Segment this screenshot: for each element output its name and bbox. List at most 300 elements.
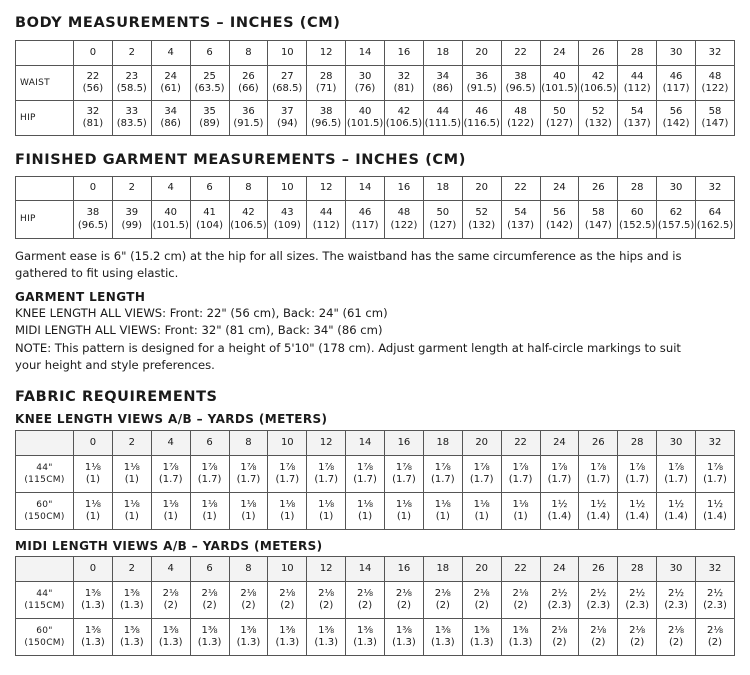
value-cell — [501, 101, 540, 136]
imperial-value: 1⅜ — [123, 624, 140, 636]
imperial-value: 1⅛ — [123, 461, 140, 473]
metric-value: (1.7) — [430, 474, 455, 485]
metric-value: (1.7) — [392, 474, 416, 485]
value-cell — [501, 456, 540, 493]
imperial-value: 1⅞ — [473, 461, 490, 473]
value-cell — [696, 201, 735, 239]
imperial-value: 39 — [125, 207, 139, 218]
value-cell — [423, 101, 462, 136]
imperial-value: 1⅜ — [162, 624, 179, 636]
size-header: 12 — [307, 177, 346, 201]
height-note-line-2: your height and style preferences. — [15, 358, 215, 372]
size-header: 14 — [346, 557, 385, 582]
imperial-value: 62 — [669, 207, 683, 218]
value-cell — [618, 619, 657, 656]
metric-value: (66) — [238, 83, 259, 94]
imperial-value: 1⅛ — [357, 498, 374, 510]
imperial-value: 40 — [358, 105, 372, 117]
metric-value: (1.4) — [664, 511, 688, 522]
imperial-value: 2⅛ — [434, 587, 451, 599]
value-cell — [74, 66, 113, 101]
imperial-value: 34 — [436, 70, 450, 82]
value-cell — [268, 101, 307, 136]
value-cell — [501, 66, 540, 101]
value-cell — [346, 201, 385, 239]
metric-value: (1.7) — [275, 474, 300, 485]
imperial-value: 1⅜ — [84, 587, 101, 599]
size-header: 8 — [229, 431, 268, 456]
metric-value: (1.7) — [547, 474, 572, 485]
imperial-value: 1⅞ — [590, 461, 607, 473]
value-cell — [190, 619, 229, 656]
value-cell — [268, 619, 307, 656]
size-header: 32 — [696, 557, 735, 582]
size-header: 16 — [385, 41, 424, 66]
body-measurements-table — [15, 40, 735, 136]
metric-value: (1.3) — [275, 637, 300, 648]
table-row — [16, 101, 735, 136]
metric-value: (96.5) — [505, 83, 536, 94]
size-header: 0 — [74, 177, 113, 201]
value-cell — [385, 582, 424, 619]
imperial-value: 1⅛ — [162, 498, 179, 510]
ease-note-line-1: Garment ease is 6" (15.2 cm) at the hip for all sizes. The waistband has the same circumference as the hips and is — [15, 249, 682, 263]
imperial-value: 38 — [86, 207, 100, 218]
metric-value: (142) — [662, 118, 690, 129]
imperial-value: 1⅜ — [357, 624, 374, 636]
imperial-value: 48 — [514, 105, 527, 117]
imperial-value: 54 — [514, 207, 527, 218]
metric-value: (1.3) — [314, 637, 339, 648]
metric-value: (147) — [701, 118, 729, 129]
imperial-value: 52 — [475, 207, 489, 218]
value-cell — [346, 619, 385, 656]
size-header: 30 — [657, 177, 696, 201]
size-header: 30 — [657, 557, 696, 582]
size-header: 12 — [307, 557, 346, 582]
garment-length-title: GARMENT LENGTH — [15, 290, 146, 304]
metric-value: (1.3) — [430, 637, 455, 648]
imperial-value: 25 — [203, 70, 216, 82]
size-header: 6 — [190, 41, 229, 66]
value-cell — [618, 101, 657, 136]
finished-garment-title: FINISHED GARMENT MEASUREMENTS – INCHES (CM) — [15, 152, 466, 168]
row-label — [16, 201, 74, 239]
imperial-value: 1⅛ — [395, 498, 412, 510]
size-header: 24 — [540, 177, 579, 201]
imperial-value: 2½ — [706, 587, 724, 599]
imperial-value: 1⅛ — [318, 498, 335, 510]
size-header: 6 — [190, 431, 229, 456]
value-cell — [229, 582, 268, 619]
metric-value: (1) — [124, 511, 139, 522]
value-cell — [540, 101, 579, 136]
size-header: 2 — [112, 41, 151, 66]
imperial-value: 1⅜ — [395, 624, 412, 636]
imperial-value: 1⅞ — [551, 461, 568, 473]
size-header: 14 — [346, 431, 385, 456]
imperial-value: 54 — [630, 105, 644, 117]
imperial-value: 48 — [397, 207, 411, 218]
value-cell — [112, 619, 151, 656]
metric-value: (137) — [507, 219, 534, 231]
value-cell — [268, 201, 307, 239]
imperial-value: 1½ — [706, 498, 724, 510]
value-cell — [112, 66, 151, 101]
imperial-value: 46 — [475, 105, 489, 117]
value-cell — [618, 66, 657, 101]
size-header: 12 — [307, 41, 346, 66]
imperial-value: 42 — [591, 70, 605, 82]
value-cell — [579, 619, 618, 656]
metric-value: (1.4) — [703, 511, 727, 522]
metric-value: (1) — [280, 511, 295, 522]
metric-value: (1.3) — [469, 637, 494, 648]
imperial-value: 58 — [708, 105, 722, 117]
size-header: 22 — [501, 431, 540, 456]
value-cell — [540, 493, 579, 530]
imperial-value: 1⅛ — [201, 498, 218, 510]
imperial-value: 1½ — [668, 498, 685, 510]
metric-value: (2) — [513, 600, 528, 611]
imperial-value: 40 — [164, 207, 178, 218]
value-cell — [657, 101, 696, 136]
value-cell — [618, 456, 657, 493]
metric-value: (94) — [277, 118, 298, 129]
value-cell — [346, 101, 385, 136]
size-header: 16 — [385, 431, 424, 456]
row-label-text: HIP — [20, 112, 36, 123]
fabric-width: 60" — [36, 499, 53, 510]
metric-value: (76) — [354, 83, 376, 94]
size-header: 16 — [385, 557, 424, 582]
imperial-value: 1⅞ — [318, 461, 335, 473]
metric-value: (117) — [351, 219, 379, 231]
value-cell — [540, 456, 579, 493]
metric-value: (117) — [662, 83, 690, 94]
imperial-value: 1½ — [551, 498, 568, 510]
row-label-text: WAIST — [20, 77, 50, 88]
metric-value: (63.5) — [194, 83, 225, 94]
imperial-value: 64 — [708, 207, 722, 218]
metric-value: (2) — [357, 600, 373, 611]
corner-cell — [16, 431, 74, 456]
imperial-value: 26 — [242, 70, 255, 82]
table-row — [16, 619, 735, 656]
size-header: 10 — [268, 41, 307, 66]
size-header-row — [16, 431, 735, 456]
corner-cell — [16, 557, 74, 582]
imperial-value: 30 — [358, 70, 372, 82]
size-header: 32 — [696, 41, 735, 66]
value-cell — [190, 493, 229, 530]
metric-value: (1.3) — [81, 637, 105, 648]
value-cell — [423, 493, 462, 530]
value-cell — [385, 619, 424, 656]
value-cell — [657, 456, 696, 493]
metric-value: (2.3) — [664, 600, 688, 611]
imperial-value: 1⅜ — [512, 624, 529, 636]
metric-value: (106.5) — [385, 118, 423, 129]
value-cell — [112, 493, 151, 530]
metric-value: (99) — [121, 219, 143, 231]
value-cell — [462, 493, 501, 530]
imperial-value: 1⅜ — [123, 587, 140, 599]
metric-value: (112) — [623, 83, 651, 94]
size-header: 22 — [501, 41, 540, 66]
value-cell — [190, 582, 229, 619]
imperial-value: 2⅛ — [395, 587, 412, 599]
imperial-value: 1⅞ — [706, 461, 724, 473]
size-header: 20 — [462, 177, 501, 201]
value-cell — [151, 456, 190, 493]
size-header: 0 — [74, 431, 113, 456]
value-cell — [229, 66, 268, 101]
metric-value: (1) — [202, 511, 217, 522]
value-cell — [423, 201, 462, 239]
size-header: 18 — [423, 177, 462, 201]
metric-value: (1) — [124, 474, 139, 485]
imperial-value: 1⅜ — [201, 624, 218, 636]
value-cell — [74, 619, 113, 656]
imperial-value: 46 — [669, 70, 683, 82]
size-header: 32 — [696, 431, 735, 456]
metric-value: (1.4) — [547, 511, 572, 522]
imperial-value: 1½ — [629, 498, 646, 510]
value-cell — [696, 582, 735, 619]
metric-value: (1) — [241, 511, 256, 522]
imperial-value: 1⅛ — [434, 498, 451, 510]
value-cell — [501, 201, 540, 239]
metric-value: (2.3) — [625, 600, 650, 611]
imperial-value: 2½ — [590, 587, 607, 599]
value-cell — [229, 619, 268, 656]
size-header: 14 — [346, 177, 385, 201]
finished-garment-table — [15, 176, 735, 239]
metric-value: (1) — [513, 511, 528, 522]
size-header: 16 — [385, 177, 424, 201]
fabric-width: 44" — [36, 462, 53, 473]
size-header: 0 — [74, 41, 113, 66]
imperial-value: 2⅛ — [162, 587, 179, 599]
imperial-value: 1½ — [590, 498, 607, 510]
metric-value: (132) — [584, 118, 612, 129]
metric-value: (116.5) — [463, 118, 500, 129]
metric-value: (1.7) — [508, 474, 533, 485]
value-cell — [307, 493, 346, 530]
size-header: 6 — [190, 177, 229, 201]
value-cell — [540, 201, 579, 239]
fabric-width-metric: (115CM) — [24, 475, 65, 485]
metric-value: (122) — [507, 118, 534, 129]
imperial-value: 2½ — [668, 587, 685, 599]
table-row — [16, 456, 735, 493]
imperial-value: 58 — [591, 207, 605, 218]
metric-value: (106.5) — [230, 219, 267, 231]
imperial-value: 1⅞ — [395, 461, 412, 473]
metric-value: (1.7) — [664, 474, 688, 485]
value-cell — [385, 201, 424, 239]
metric-value: (127) — [429, 219, 457, 231]
imperial-value: 44 — [436, 105, 450, 117]
fabric-width-metric: (115CM) — [24, 601, 65, 611]
imperial-value: 2⅛ — [279, 587, 296, 599]
size-header: 6 — [190, 557, 229, 582]
imperial-value: 1⅞ — [357, 461, 374, 473]
imperial-value: 2⅛ — [706, 624, 724, 636]
metric-value: (2) — [163, 600, 178, 611]
imperial-value: 1⅜ — [84, 624, 101, 636]
imperial-value: 2⅛ — [590, 624, 607, 636]
value-cell — [385, 493, 424, 530]
row-label — [16, 66, 74, 101]
imperial-value: 1⅜ — [434, 624, 451, 636]
imperial-value: 46 — [358, 207, 372, 218]
metric-value: (91.5) — [233, 118, 264, 129]
metric-value: (2.3) — [586, 600, 611, 611]
metric-value: (122) — [701, 83, 729, 94]
imperial-value: 2⅛ — [473, 587, 490, 599]
value-cell — [696, 456, 735, 493]
metric-value: (104) — [196, 219, 223, 231]
size-header: 28 — [618, 431, 657, 456]
size-header: 28 — [618, 41, 657, 66]
table-row — [16, 582, 735, 619]
fabric-requirements-title: FABRIC REQUIREMENTS — [15, 389, 218, 405]
imperial-value: 1⅞ — [668, 461, 685, 473]
value-cell — [385, 101, 424, 136]
value-cell — [346, 582, 385, 619]
value-cell — [657, 493, 696, 530]
imperial-value: 35 — [203, 105, 216, 117]
value-cell — [229, 201, 268, 239]
size-header-row — [16, 177, 735, 201]
row-label — [16, 456, 74, 493]
value-cell — [74, 456, 113, 493]
metric-value: (2) — [396, 600, 412, 611]
size-header: 2 — [112, 431, 151, 456]
midi-length-line: MIDI LENGTH ALL VIEWS: Front: 32" (81 cm), Back: 34" (86 cm) — [15, 323, 383, 337]
imperial-value: 42 — [397, 105, 411, 117]
value-cell — [112, 456, 151, 493]
metric-value: (2) — [707, 637, 723, 648]
metric-value: (112) — [312, 219, 340, 231]
imperial-value: 38 — [319, 105, 333, 117]
imperial-value: 33 — [125, 105, 139, 117]
ease-note-line-2: gathered to fit using elastic. — [15, 266, 179, 280]
value-cell — [346, 493, 385, 530]
value-cell — [307, 582, 346, 619]
metric-value: (2) — [668, 637, 684, 648]
value-cell — [112, 582, 151, 619]
imperial-value: 2½ — [551, 587, 568, 599]
imperial-value: 2⅛ — [357, 587, 374, 599]
value-cell — [657, 201, 696, 239]
value-cell — [74, 101, 113, 136]
imperial-value: 44 — [630, 70, 644, 82]
size-header: 28 — [618, 177, 657, 201]
value-cell — [268, 456, 307, 493]
row-label — [16, 619, 74, 656]
metric-value: (1.4) — [586, 511, 611, 522]
size-header: 20 — [462, 41, 501, 66]
imperial-value: 41 — [203, 207, 216, 218]
imperial-value: 36 — [242, 105, 255, 117]
value-cell — [540, 66, 579, 101]
value-cell — [307, 619, 346, 656]
imperial-value: 1⅞ — [629, 461, 646, 473]
row-label-text: HIP — [20, 214, 36, 225]
metric-value: (2) — [202, 600, 217, 611]
corner-cell — [16, 177, 74, 201]
imperial-value: 1⅛ — [123, 498, 140, 510]
metric-value: (81) — [393, 83, 415, 94]
value-cell — [579, 101, 618, 136]
metric-value: (68.5) — [272, 83, 303, 94]
size-header: 22 — [501, 557, 540, 582]
metric-value: (61) — [160, 83, 181, 94]
metric-value: (2) — [435, 600, 450, 611]
metric-value: (1) — [163, 511, 178, 522]
metric-value: (2) — [552, 637, 567, 648]
corner-cell — [16, 41, 74, 66]
imperial-value: 38 — [514, 70, 527, 82]
size-header: 8 — [229, 41, 268, 66]
imperial-value: 1⅛ — [473, 498, 490, 510]
metric-value: (147) — [584, 219, 612, 231]
size-header-row — [16, 557, 735, 582]
value-cell — [657, 582, 696, 619]
value-cell — [618, 582, 657, 619]
value-cell — [74, 201, 113, 239]
metric-value: (96.5) — [77, 219, 108, 231]
value-cell — [462, 101, 501, 136]
size-header: 18 — [423, 431, 462, 456]
size-header: 32 — [696, 177, 735, 201]
size-header: 4 — [151, 557, 190, 582]
imperial-value: 1⅛ — [512, 498, 529, 510]
metric-value: (1.3) — [392, 637, 416, 648]
value-cell — [657, 66, 696, 101]
imperial-value: 1⅞ — [201, 461, 218, 473]
height-note-line-1: NOTE: This pattern is designed for a height of 5'10" (178 cm). Adjust garment length at half-circle markings to suit — [15, 341, 681, 355]
imperial-value: 37 — [280, 105, 294, 117]
metric-value: (2.3) — [703, 600, 727, 611]
value-cell — [462, 201, 501, 239]
value-cell — [112, 101, 151, 136]
size-header: 28 — [618, 557, 657, 582]
metric-value: (83.5) — [116, 118, 147, 129]
imperial-value: 34 — [164, 105, 178, 117]
imperial-value: 1⅞ — [512, 461, 529, 473]
value-cell — [74, 493, 113, 530]
metric-value: (152.5) — [618, 219, 656, 231]
metric-value: (101.5) — [152, 219, 189, 231]
value-cell — [385, 66, 424, 101]
metric-value: (1) — [319, 511, 334, 522]
metric-value: (2) — [630, 637, 645, 648]
value-cell — [579, 456, 618, 493]
imperial-value: 1⅛ — [84, 498, 101, 510]
value-cell — [696, 66, 735, 101]
size-header: 10 — [268, 177, 307, 201]
imperial-value: 50 — [553, 105, 566, 117]
imperial-value: 48 — [708, 70, 722, 82]
value-cell — [190, 66, 229, 101]
metric-value: (127) — [545, 118, 573, 129]
row-label — [16, 101, 74, 136]
row-label — [16, 582, 74, 619]
